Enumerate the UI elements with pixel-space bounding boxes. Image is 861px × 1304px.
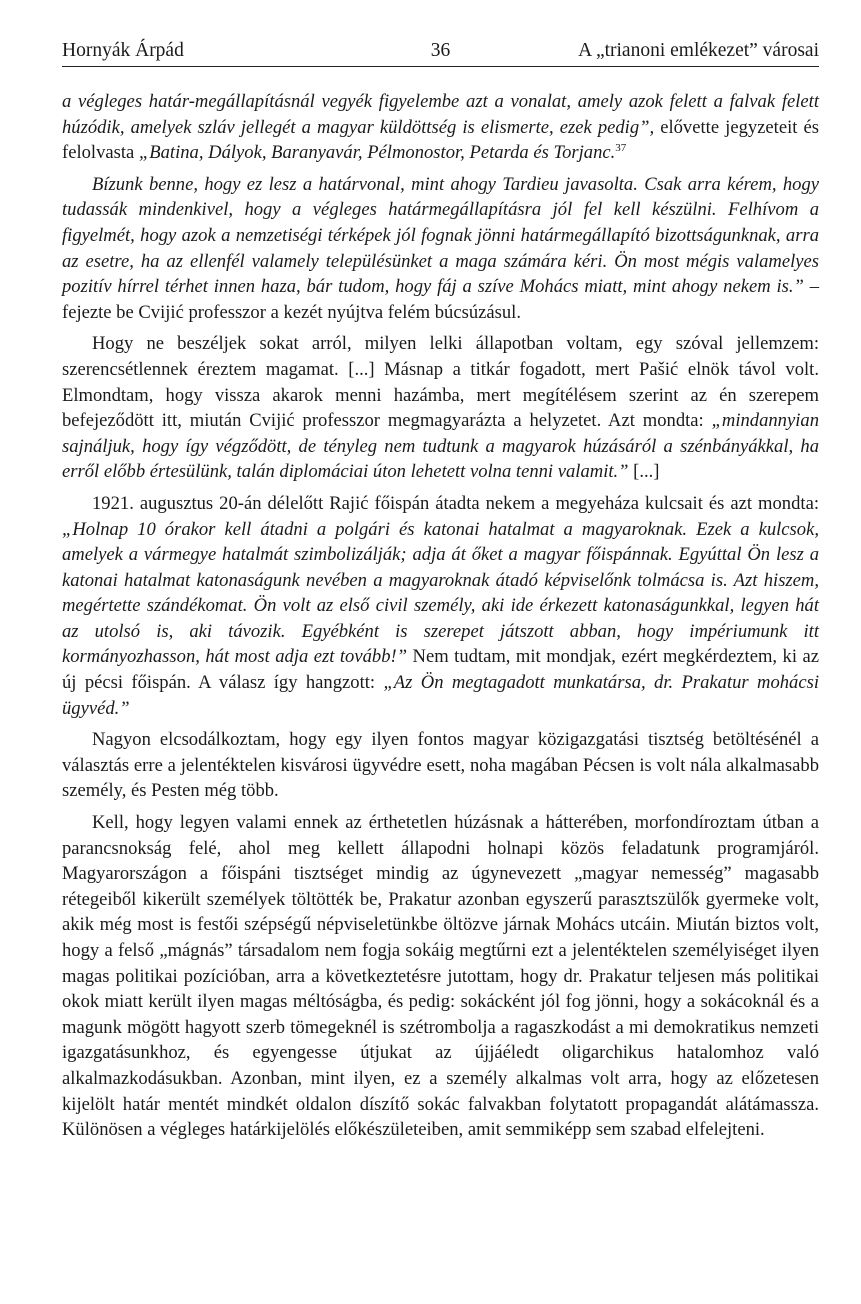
quote-text: „Holnap 10 órakor kell átadni a polgári és katonai hatalmat a magyaroknak. Ezek a kulcsok, amelyek a vármegye hatalmát szimbolizálják; adja át őket a magyar főispánnak. Egyúttal Ön lesz a katonai hatalmat katonaságunk nevében a magyaroknak átadó képviselőnk tolmácsa is. Azt hiszem, megértette szándékomat. Ön volt az első civil személy, aki ide érkezett katonaságunkkal, legyen hát az utolsó is, aki távozik. Egyébként is szerepet játszott abban, hogy impériumunk itt kormányozhasson, hát most adja ezt tovább!” — [62, 518, 819, 668]
footnote-ref-37: 37 — [615, 142, 627, 154]
quote-text: „Az Ön megtagadott munkatársa, dr. Prakatur mohácsi ügyvéd.” — [62, 672, 819, 719]
narrative-text: Hogy ne beszéljek sokat arról, milyen lelki állapotban voltam, egy szóval jellemzem: szerencsétlennek éreztem magamat. [...] Másnap a titkár fogadott, mert Pašić elnök távol volt. Elmondtam, hogy vissza akarok menni hazámba, mert megítélésem szerint az én szerepem befejeződött itt, miután Cvijić professzor megmagyarázta a helyzetet. Azt mondta: — [62, 333, 819, 432]
header-title: A „trianoni emlékezet” városai — [578, 40, 819, 61]
quote-text: „mindannyian sajnáljuk, hogy így végződött, de tényleg nem tudtunk a magyarok húzásáról a szénbányákkal, ha erről előbb értesülünk, talán diplomáciai úton lehetett volna tenni valamit.” — [62, 410, 819, 483]
paragraph-2 — [62, 172, 819, 326]
narrative-text: Nagyon elcsodálkoztam, hogy egy ilyen fontos magyar közigazgatási tisztség betöltésénél a választás erre a jelentéktelen kisvárosi ügyvédre esett, noha magában Pécsen is volt nála alkalmasabb személy, és Pesten még több. — [62, 729, 819, 802]
body-text — [62, 89, 819, 1143]
quote-text: Bízunk benne, hogy ez lesz a határvonal, mint ahogy Tardieu javasolta. Csak arra kérem, hogy tudassák mindenkivel, hogy a végleges határmegállapításra jól fel kell készülni. Felhívom a figyelmét, hogy azok a nemzetiségi térképek jól fognak jönni határmegállapító bizottságunknak, arra az esetre, ha az ellenfél valamely településünket a maga számára kéri. Ön most mégis valamelyes pozitív hírrel térhet innen haza, bár tudom, hogy fáj a szíve Mohács miatt, mint ahogy nekem is.” — [62, 173, 819, 298]
header-page-number: 36 — [430, 40, 451, 61]
narrative-text: elővette jegyzeteit és felolvasta — [62, 116, 819, 164]
narrative-text: Kell, hogy legyen valami ennek az érthetetlen húzásnak a hátterében, morfondíroztam útban a parancsnokság felé, ahol meg kellett állapodni holnapi közös feladatunk programjáról. Magyarországon a főispáni tisztséget mindig az úgynevezett „magyar nemesség” magasabb rétegeiből kikerült személyek töltötték be, Prakatur azonban egyszerű parasztszülők gyermeke volt, akik még most is festői szépségű népviseletünkbe öltözve járnak Mohács utcáin. Miután biztos volt, hogy a felső „mágnás” társadalom nem fogja sokáig megtűrni ezt a jelentéktelen személyiséget ilyen magas politikai pozícióban, arra a következtetésre jutottam, hogy dr. Prakatur teljesen más politikai okok miatt került ilyen magas méltóságba, és pedig: sokácként jól fog jönni, hogy a sokácoknál és a magunk mögött hagyott szerb tömegeknél is szétrombolja a ragaszkodást a mi demokratikus nemzeti igazgatásunkhoz, és egyengesse útjukat az újjáéledt oligarchikus hatalomhoz való alkalmazkodásukban. Azonban, mint ilyen, ez a személy alkalmas volt arra, hogy az előzetesen kijelölt határ mentét mindkét oldalon díszítő sokác falvakban folytatott propagandát alátámassza. Különösen a végleges határkijelölés előkészületeiben, amit semmiképp sem szabad elfelejteni. — [62, 812, 819, 1141]
narrative-text: [...] — [628, 461, 660, 483]
quote-text: a végleges határ-megállapításnál vegyék figyelembe azt a vonalat, amely azok felett a falvak felett húzódik, amelyek szláv jellegét a magyar küldöttség is elismerte, ezek pedig”, — [62, 91, 819, 138]
narrative-text: 1921. augusztus 20-án délelőtt Rajić főispán átadta nekem a megyeháza kulcsait és azt mondta: — [92, 492, 819, 514]
paragraph-6 — [62, 810, 819, 1143]
paragraph-5 — [62, 727, 819, 804]
paragraph-1 — [62, 89, 819, 166]
paragraph-4 — [62, 491, 819, 721]
narrative-text: – fejezte be Cvijić professzor a kezét nyújtva felém búcsúzásul. — [62, 276, 819, 323]
narrative-text: Nem tudtam, mit mondjak, ezért megkérdeztem, ki az új pécsi főispán. A válasz így hangzott: — [62, 646, 819, 694]
running-header — [62, 36, 819, 67]
book-page — [62, 36, 819, 1149]
paragraph-3 — [62, 331, 819, 485]
quote-text: „Batina, Dályok, Baranyavár, Pélmonostor, Petarda és Torjanc. — [138, 142, 616, 164]
header-author: Hornyák Árpád — [62, 40, 184, 61]
